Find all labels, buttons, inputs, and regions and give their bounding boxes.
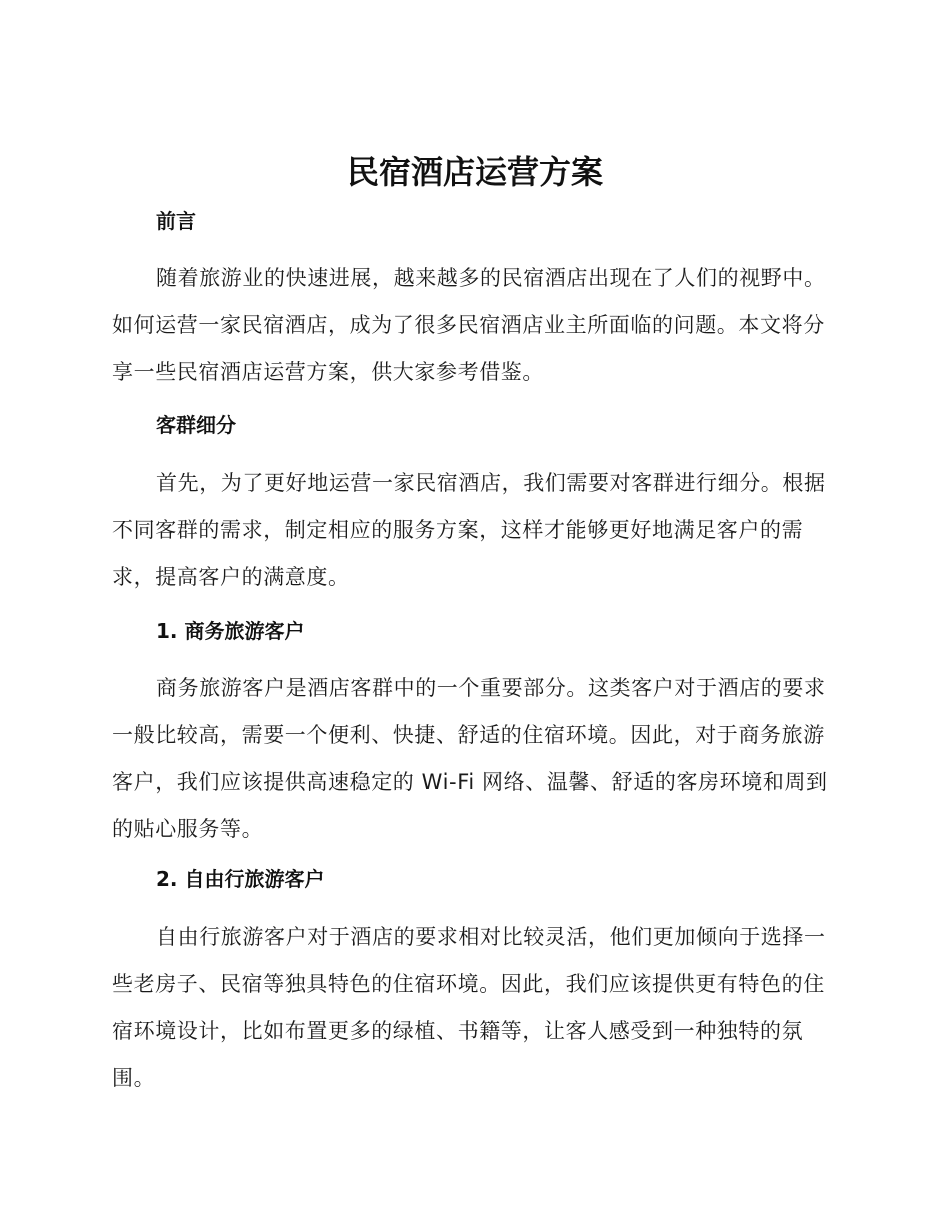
document-title: 民宿酒店运营方案 bbox=[346, 153, 603, 191]
section-heading-customer-segmentation: 客群细分 bbox=[156, 413, 236, 437]
section-heading-preface: 前言 bbox=[156, 209, 196, 233]
section-paragraph-business-travelers: 商务旅游客户是酒店客群中的一个重要部分。这类客户对于酒店的要求一般比较高，需要一个便利、快捷、舒适的住宿环境。因此，对于商务旅游客户，我们应该提供高速稳定的 Wi-Fi 网络、温馨、舒适的客房环境和周到的贴心服务等。 bbox=[112, 676, 828, 841]
section-paragraph-independent-travelers: 自由行旅游客户对于酒店的要求相对比较灵活，他们更加倾向于选择一些老房子、民宿等独具特色的住宿环境。因此，我们应该提供更有特色的住宿环境设计，比如布置更多的绿植、书籍等，让客人感受到一种独特的氛围。 bbox=[112, 925, 826, 1090]
section-paragraph-customer-segmentation: 首先，为了更好地运营一家民宿酒店，我们需要对客群进行细分。根据不同客群的需求，制定相应的服务方案，这样才能够更好地满足客户的需求，提高客户的满意度。 bbox=[112, 471, 826, 589]
section-heading-independent-travelers: 2. 自由行旅游客户 bbox=[156, 867, 325, 891]
section-heading-business-travelers: 1. 商务旅游客户 bbox=[156, 619, 305, 643]
section-paragraph-preface: 随着旅游业的快速进展，越来越多的民宿酒店出现在了人们的视野中。如何运营一家民宿酒店，成为了很多民宿酒店业主所面临的问题。本文将分享一些民宿酒店运营方案，供大家参考借鉴。 bbox=[112, 266, 826, 384]
